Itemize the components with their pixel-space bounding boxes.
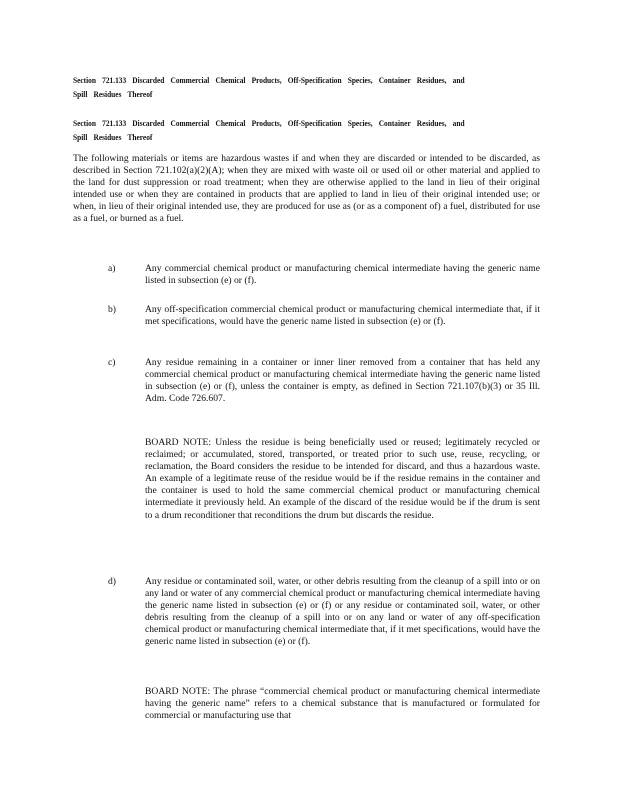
item-d-label: d) xyxy=(108,576,116,587)
intro-paragraph: The following materials or items are hazardous wastes if and when they are discarded or intended to be discarded, as described in Section 721.102(a)(2)(A); when they are mixed with waste oil or used oil or other material and applied to the land for dust suppression or road treatment; when they are otherwise applied to the land in lieu of their original intended use or when they are contained in products that are applied to land in lieu of their original intended use; or when, in lieu of their original intended use, they are produced for use as (or as a component of) a fuel, distributed for use as a fuel, or burned as a fuel. xyxy=(73,153,540,225)
item-b-label: b) xyxy=(108,304,116,315)
item-b-text: Any off-specification commercial chemical product or manufacturing chemical intermediate that, if it met specifications, would have the generic name listed in subsection (e) or (f). xyxy=(145,304,540,328)
item-c-text: Any residue remaining in a container or inner liner removed from a container that has held any commercial chemical product or manufacturing chemical intermediate having the generic name listed in subsection (e) or (f), unless the container is empty, as defined in Section 721.107(b)(3) or 35 Ill. Adm. Code 726.607. xyxy=(145,357,540,405)
item-a-text: Any commercial chemical product or manufacturing chemical intermediate having the generic name listed in subsection (e) or (f). xyxy=(145,263,540,287)
item-d-text: Any residue or contaminated soil, water, or other debris resulting from the cleanup of a spill into or on any land or water of any commercial chemical product or manufacturing chemical intermediate having the generic name listed in subsection (e) or (f) or any residue or contaminated soil, water, or other debris resulting from the cleanup of a spill into or on any land or water of any off-specification chemical product or manufacturing chemical intermediate that, if it met specifications, would have the generic name listed in subsection (e) or (f). xyxy=(145,576,540,648)
item-d-board-note: BOARD NOTE: The phrase “commercial chemical product or manufacturing chemical intermediate having the generic name” refers to a chemical substance that is manufactured or formulated for commercial or manufacturing use that xyxy=(145,686,540,722)
item-c-label: c) xyxy=(108,357,116,368)
item-a-label: a) xyxy=(108,263,116,274)
section-heading-repeat: Section 721.133 Discarded Commercial Chemical Products, Off-Specification Species, Container Residues, and Spill Residues Thereof xyxy=(73,118,465,142)
section-heading: Section 721.133 Discarded Commercial Chemical Products, Off-Specification Species, Container Residues, and Spill Residues Thereof xyxy=(73,75,465,99)
item-c-board-note: BOARD NOTE: Unless the residue is being beneficially used or reused; legitimately recycled or reclaimed; or accumulated, stored, transported, or treated prior to such use, reuse, recycling, or reclamation, the Board considers the residue to be intended for discard, and thus a hazardous waste. An example of a legitimate reuse of the residue would be if the residue remains in the container and the container is used to hold the same commercial chemical product or manufacturing chemical intermediate it previously held. An example of the discard of the residue would be if the drum is sent to a drum reconditioner that reconditions the drum but discards the residue. xyxy=(145,437,540,521)
